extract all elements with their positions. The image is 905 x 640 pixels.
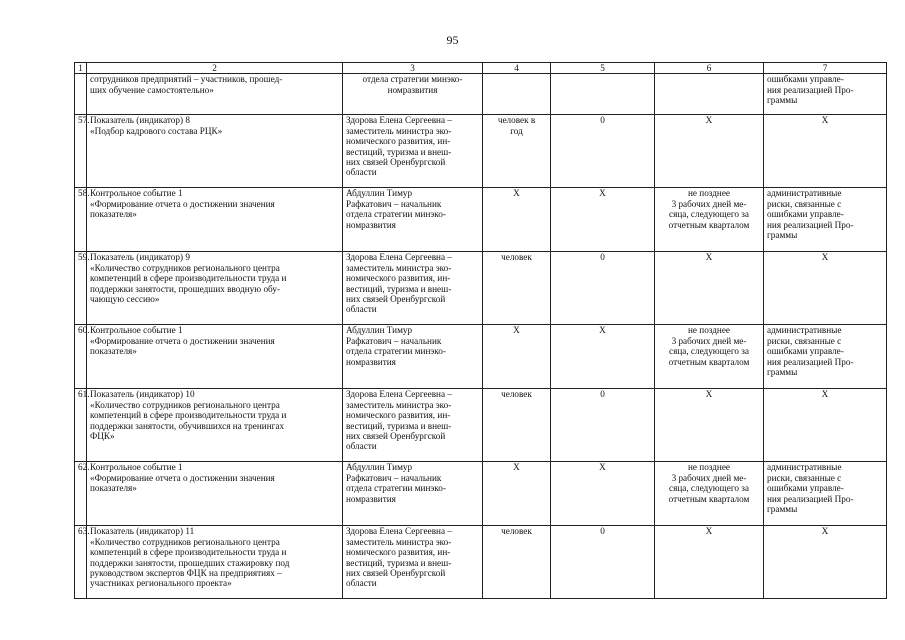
cell-unit: человек bbox=[483, 526, 551, 599]
cell-unit bbox=[483, 74, 551, 115]
cell-risks: ошибками управле- ния реализацией Про- граммы bbox=[764, 74, 887, 115]
row-number: 60. bbox=[75, 325, 87, 389]
cell-unit: человек bbox=[483, 389, 551, 462]
cell-unit: человек bbox=[483, 252, 551, 325]
cell-responsible: Здорова Елена Сергеевна – заместитель министра эко- номического развития, ин- вестиций, туризма и внеш- них связей Оренбургской области bbox=[343, 389, 483, 462]
table-row bbox=[75, 389, 887, 462]
cell-indicator: Показатель (индикатор) 9 «Количество сотрудников регионального центра компетенций в сфере производительности труда и поддержки занятости, прошедших вводную обу- чающую сессию» bbox=[87, 252, 343, 325]
cell-value: X bbox=[551, 188, 655, 252]
table-header-row bbox=[75, 63, 887, 74]
column-header: 5 bbox=[551, 63, 655, 74]
cell-value: 0 bbox=[551, 115, 655, 188]
cell-indicator: Показатель (индикатор) 11 «Количество сотрудников регионального центра компетенций в сфере производительности труда и поддержки занятости, прошедших стажировку под руководством экспертов ФЦК на предприятиях – участниках регионального проекта» bbox=[87, 526, 343, 599]
cell-value: X bbox=[551, 462, 655, 526]
cell-indicator: Показатель (индикатор) 8 «Подбор кадрового состава РЦК» bbox=[87, 115, 343, 188]
row-number: 57. bbox=[75, 115, 87, 188]
cell-value: 0 bbox=[551, 389, 655, 462]
row-number bbox=[75, 74, 87, 115]
table-row bbox=[75, 526, 887, 599]
cell-deadline: X bbox=[655, 115, 764, 188]
column-header: 3 bbox=[343, 63, 483, 74]
cell-deadline bbox=[655, 74, 764, 115]
table-row bbox=[75, 462, 887, 526]
cell-indicator: Контрольное событие 1 «Формирование отчета о достижении значения показателя» bbox=[87, 462, 343, 526]
row-number: 63. bbox=[75, 526, 87, 599]
row-number: 58. bbox=[75, 188, 87, 252]
cell-risks: X bbox=[764, 526, 887, 599]
column-header: 1 bbox=[75, 63, 87, 74]
cell-responsible: Абдуллин Тимур Рафкатович – начальник отдела стратегии минэко- номразвития bbox=[343, 462, 483, 526]
cell-indicator: Контрольное событие 1 «Формирование отчета о достижении значения показателя» bbox=[87, 188, 343, 252]
table-row bbox=[75, 252, 887, 325]
table-row-continuation bbox=[75, 74, 887, 115]
cell-indicator: сотрудников предприятий – участников, прошед- ших обучение самостоятельно» bbox=[87, 74, 343, 115]
column-header: 6 bbox=[655, 63, 764, 74]
cell-risks: X bbox=[764, 389, 887, 462]
cell-deadline: не позднее 3 рабочих дней ме- сяца, следующего за отчетным кварталом bbox=[655, 188, 764, 252]
indicators-table bbox=[74, 62, 887, 599]
cell-deadline: X bbox=[655, 526, 764, 599]
cell-value: 0 bbox=[551, 526, 655, 599]
cell-value: 0 bbox=[551, 252, 655, 325]
cell-responsible: Здорова Елена Сергеевна – заместитель министра эко- номического развития, ин- вестиций, туризма и внеш- них связей Оренбургской области bbox=[343, 115, 483, 188]
cell-responsible: отдела стратегии минэко- номразвития bbox=[343, 74, 483, 115]
cell-deadline: X bbox=[655, 389, 764, 462]
table-row bbox=[75, 188, 887, 252]
row-number: 61. bbox=[75, 389, 87, 462]
cell-responsible: Здорова Елена Сергеевна – заместитель министра эко- номического развития, ин- вестиций, туризма и внеш- них связей Оренбургской области bbox=[343, 526, 483, 599]
cell-unit: X bbox=[483, 325, 551, 389]
cell-risks: X bbox=[764, 115, 887, 188]
cell-unit: человек в год bbox=[483, 115, 551, 188]
cell-risks: административные риски, связанные с ошибками управле- ния реализацией Про- граммы bbox=[764, 188, 887, 252]
row-number: 62. bbox=[75, 462, 87, 526]
cell-responsible: Абдуллин Тимур Рафкатович – начальник отдела стратегии минэко- номразвития bbox=[343, 325, 483, 389]
cell-risks: административные риски, связанные с ошибками управле- ния реализацией Про- граммы bbox=[764, 462, 887, 526]
cell-value: X bbox=[551, 325, 655, 389]
cell-unit: X bbox=[483, 188, 551, 252]
cell-indicator: Контрольное событие 1 «Формирование отчета о достижении значения показателя» bbox=[87, 325, 343, 389]
cell-deadline: X bbox=[655, 252, 764, 325]
page-number: 95 bbox=[446, 33, 459, 47]
cell-responsible: Абдуллин Тимур Рафкатович – начальник отдела стратегии минэко- номразвития bbox=[343, 188, 483, 252]
table-row bbox=[75, 115, 887, 188]
cell-indicator: Показатель (индикатор) 10 «Количество сотрудников регионального центра компетенций в сфере производительности труда и поддержки занятости, обучившихся на тренингах ФЦК» bbox=[87, 389, 343, 462]
column-header: 4 bbox=[483, 63, 551, 74]
cell-responsible: Здорова Елена Сергеевна – заместитель министра эко- номического развития, ин- вестиций, туризма и внеш- них связей Оренбургской области bbox=[343, 252, 483, 325]
cell-risks: административные риски, связанные с ошибками управле- ния реализацией Про- граммы bbox=[764, 325, 887, 389]
row-number: 59. bbox=[75, 252, 87, 325]
cell-value bbox=[551, 74, 655, 115]
column-header: 2 bbox=[87, 63, 343, 74]
table-row bbox=[75, 325, 887, 389]
cell-deadline: не позднее 3 рабочих дней ме- сяца, следующего за отчетным кварталом bbox=[655, 325, 764, 389]
column-header: 7 bbox=[764, 63, 887, 74]
cell-unit: X bbox=[483, 462, 551, 526]
cell-deadline: не позднее 3 рабочих дней ме- сяца, следующего за отчетным кварталом bbox=[655, 462, 764, 526]
cell-risks: X bbox=[764, 252, 887, 325]
